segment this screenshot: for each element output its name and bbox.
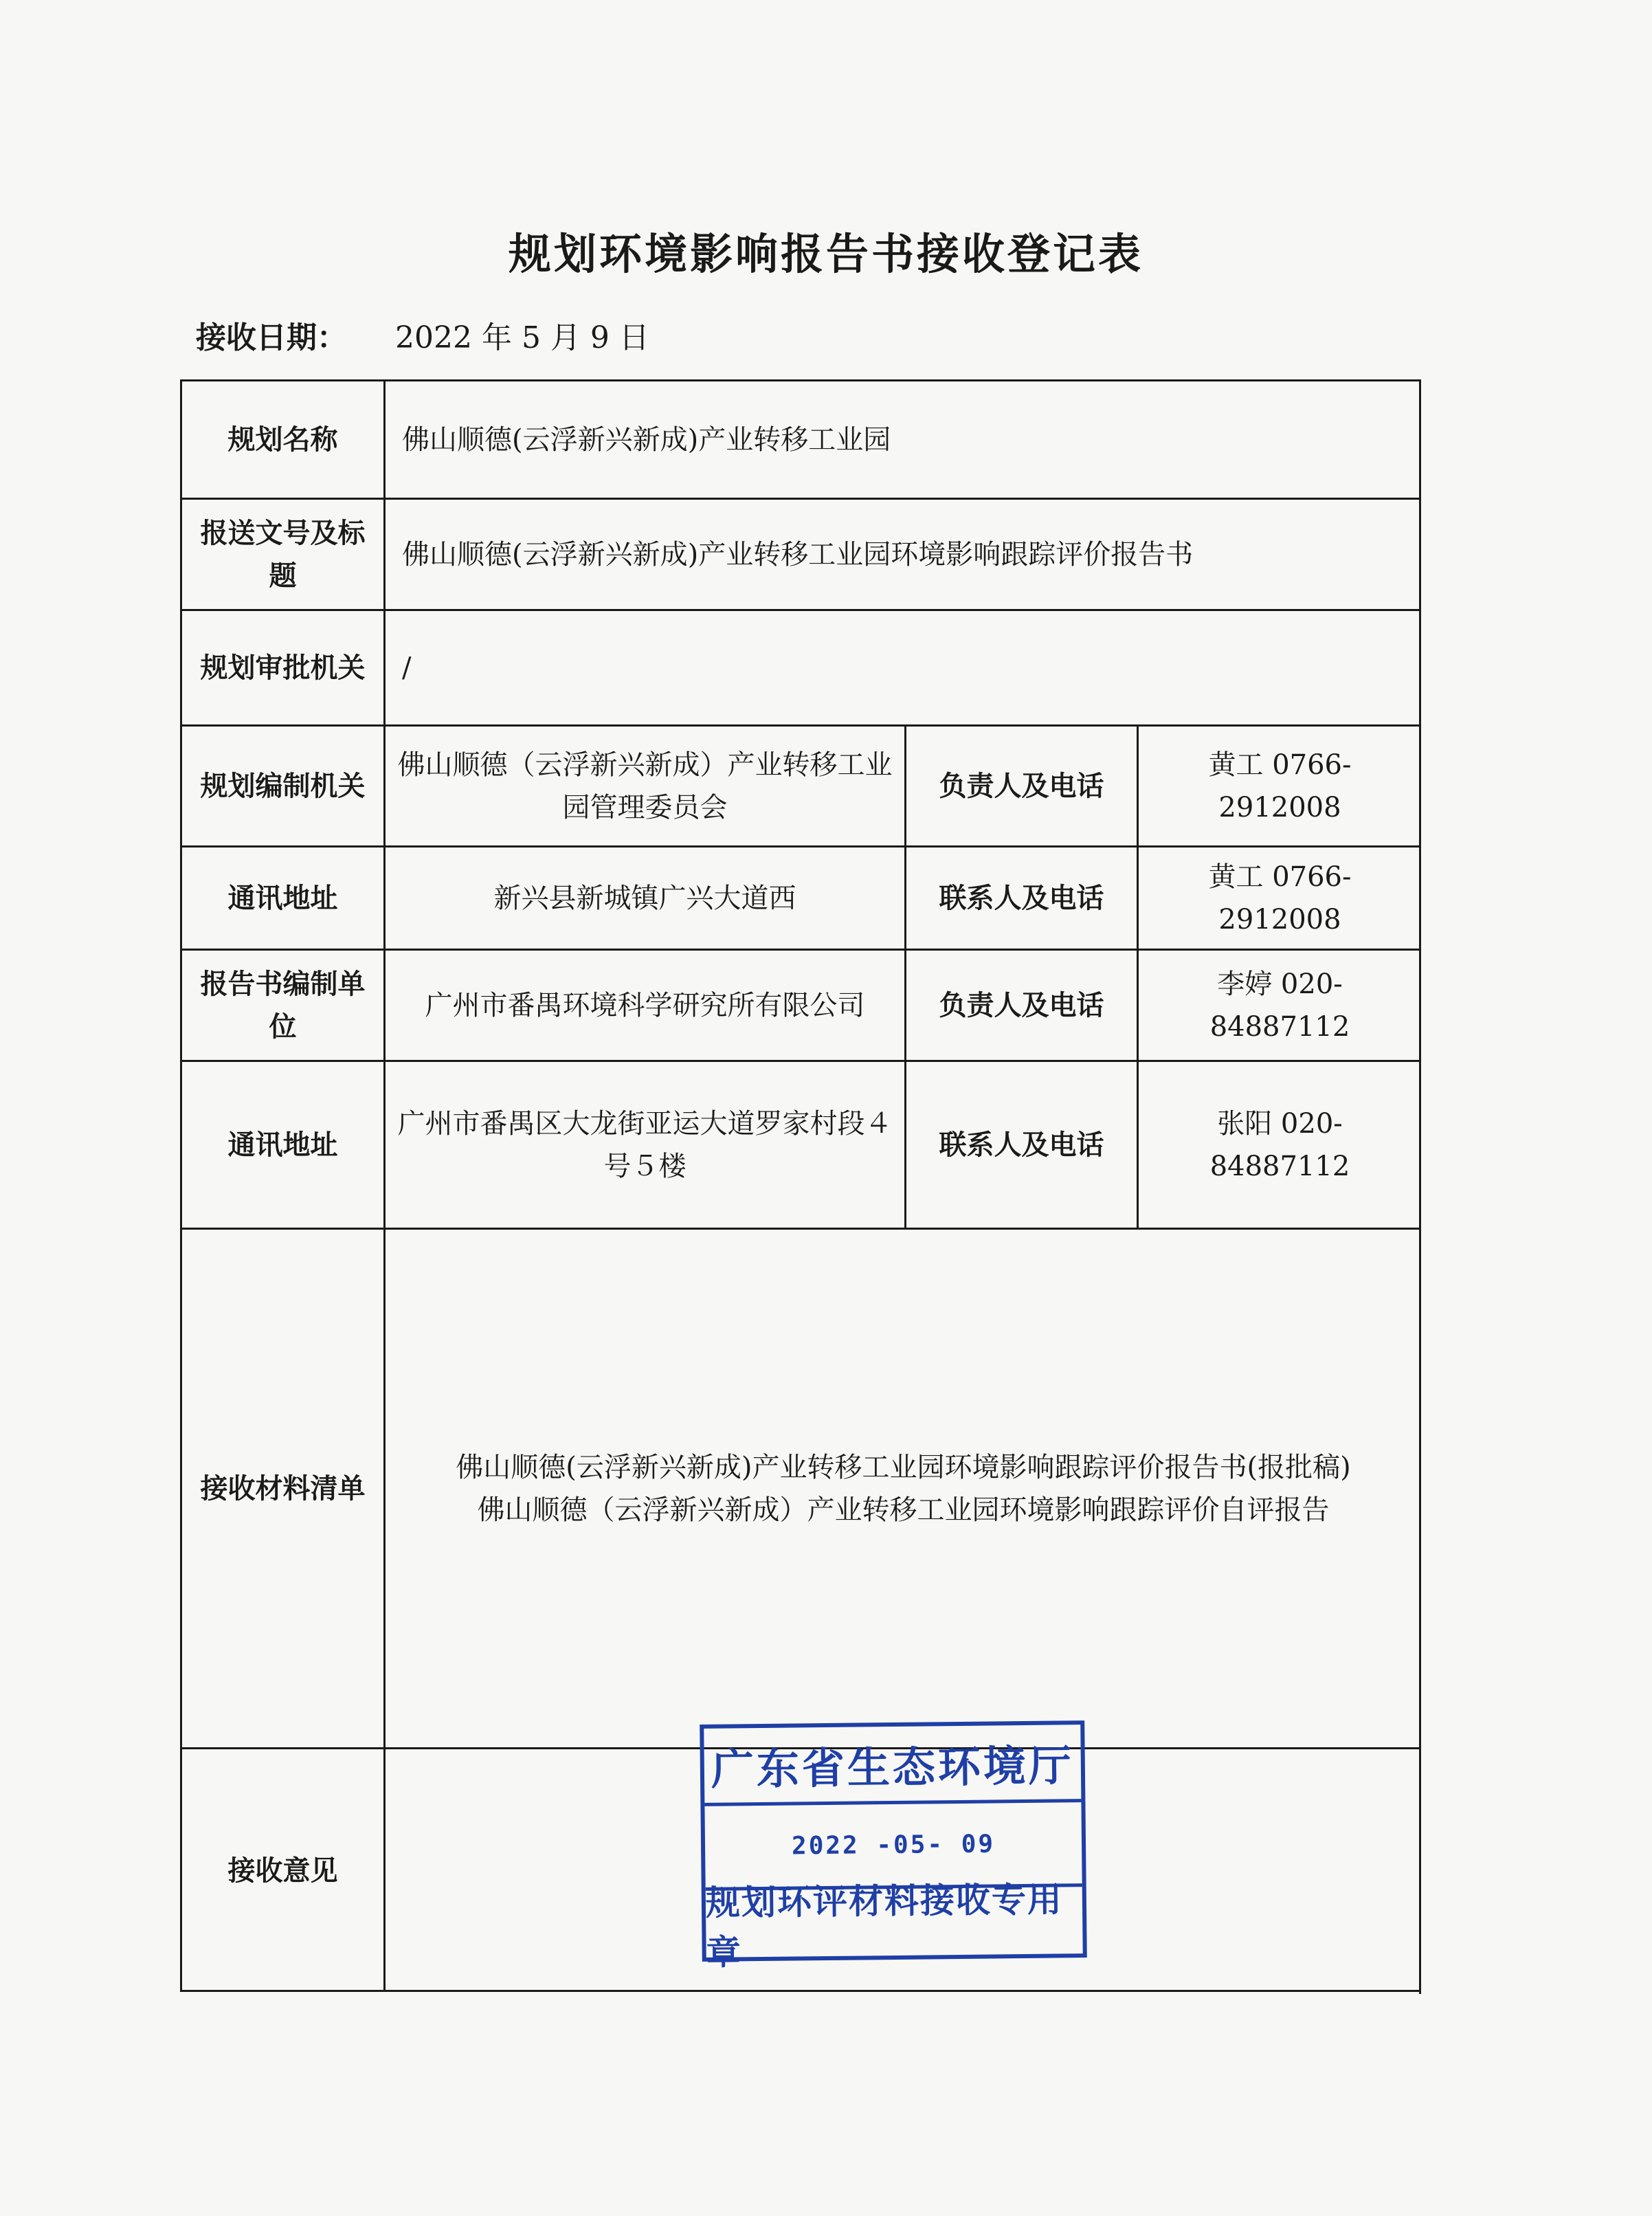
plan-name-value: 佛山顺德(云浮新兴新成)产业转移工业园 xyxy=(383,379,1421,498)
address1-contact-label: 联系人及电话 xyxy=(904,845,1137,949)
receive-date-label: 接收日期： xyxy=(196,320,347,355)
materials-list xyxy=(383,1228,1421,1747)
address2-contact-value: 张阳 020-84887112 xyxy=(1137,1060,1421,1228)
stamp-purpose: 规划环评材料接收专用章 xyxy=(706,1883,1083,1960)
page-title: 规划环境影响报告书接收登记表 xyxy=(508,229,1143,279)
compiler-label: 规划编制机关 xyxy=(180,724,383,845)
doc-title-value: 佛山顺德(云浮新兴新成)产业转移工业园环境影响跟踪评价报告书 xyxy=(383,498,1421,609)
address2-label: 通讯地址 xyxy=(180,1060,383,1228)
materials-item: 佛山顺德（云浮新兴新成）产业转移工业园环境影响跟踪评价自评报告 xyxy=(477,1494,1330,1526)
opinion-label: 接收意见 xyxy=(180,1747,383,1992)
materials-item: 佛山顺德(云浮新兴新成)产业转移工业园环境影响跟踪评价报告书(报批稿) xyxy=(456,1451,1351,1483)
report-unit-contact-value: 李婷 020-84887112 xyxy=(1137,949,1421,1060)
address2-value: 广州市番禺区大龙街亚运大道罗家村段４号５楼 xyxy=(383,1060,904,1228)
compiler-contact-value: 黄工 0766-2912008 xyxy=(1137,724,1421,845)
receive-date-row xyxy=(196,313,649,357)
report-unit-contact-label: 负责人及电话 xyxy=(904,949,1137,1060)
table-right-border xyxy=(1419,379,1421,1994)
address2-contact-label: 联系人及电话 xyxy=(904,1060,1137,1228)
table-bottom-border xyxy=(180,1990,1421,1992)
official-stamp xyxy=(700,1720,1087,1973)
stamp-agency: 广东省生态环境厅 xyxy=(704,1725,1081,1806)
compiler-value: 佛山顺德（云浮新兴新成）产业转移工业园管理委员会 xyxy=(383,724,904,845)
materials-label: 接收材料清单 xyxy=(180,1228,383,1747)
address1-contact-value: 黄工 0766-2912008 xyxy=(1137,845,1421,949)
report-unit-label: 报告书编制单位 xyxy=(180,949,383,1060)
compiler-contact-label: 负责人及电话 xyxy=(904,724,1137,845)
address1-value: 新兴县新城镇广兴大道西 xyxy=(383,845,904,949)
doc-title-label: 报送文号及标题 xyxy=(180,498,383,609)
report-unit-value: 广州市番禺环境科学研究所有限公司 xyxy=(383,949,904,1060)
stamp-date: 2022 -05- 09 xyxy=(791,1829,996,1861)
plan-name-label: 规划名称 xyxy=(180,379,383,498)
address1-label: 通讯地址 xyxy=(180,845,383,949)
receive-date-value: 2022 年 5 月 9 日 xyxy=(395,320,649,355)
approval-authority-value: / xyxy=(383,609,1421,724)
approval-authority-label: 规划审批机关 xyxy=(180,609,383,724)
